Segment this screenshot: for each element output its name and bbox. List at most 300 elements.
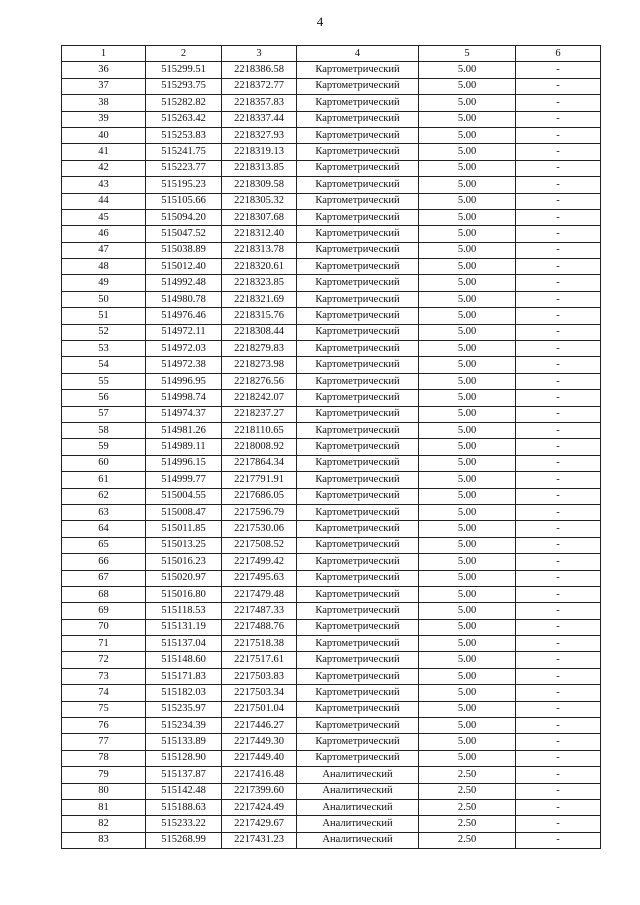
table-cell: - [516,586,601,602]
table-row [62,636,601,652]
table-cell: Картометрический [297,308,419,324]
table-cell: 60 [62,455,146,471]
table-cell: - [516,832,601,848]
table-cell: 2217416.48 [222,767,297,783]
table-cell: 2218308.44 [222,324,297,340]
table-cell: 5.00 [419,78,516,94]
table-cell: 515131.19 [146,619,222,635]
column-header: 4 [297,46,419,62]
table-cell: 49 [62,275,146,291]
table-row [62,439,601,455]
table-cell: - [516,603,601,619]
table-row [62,701,601,717]
table-cell: 515004.55 [146,488,222,504]
table-cell: 68 [62,586,146,602]
table-cell: Картометрический [297,111,419,127]
table-cell: - [516,308,601,324]
table-cell: 81 [62,799,146,815]
column-header: 6 [516,46,601,62]
table-row [62,718,601,734]
table-cell: 5.00 [419,127,516,143]
table-cell: 80 [62,783,146,799]
table-row [62,324,601,340]
table-cell: 514989.11 [146,439,222,455]
table-cell: 74 [62,685,146,701]
table-cell: Картометрический [297,504,419,520]
column-header: 1 [62,46,146,62]
table-cell: 515148.60 [146,652,222,668]
table-cell: 2218307.68 [222,209,297,225]
table-cell: 514996.95 [146,373,222,389]
table-cell: 71 [62,636,146,652]
table-row [62,652,601,668]
table-cell: 43 [62,177,146,193]
table-cell: Картометрический [297,554,419,570]
table-cell: Картометрический [297,373,419,389]
table-cell: Аналитический [297,816,419,832]
table-cell: 515012.40 [146,259,222,275]
table-cell: Картометрический [297,62,419,78]
table-cell: 5.00 [419,324,516,340]
table-cell: 515011.85 [146,521,222,537]
table-cell: 5.00 [419,668,516,684]
table-cell: 5.00 [419,603,516,619]
table-cell: - [516,668,601,684]
table-cell: 5.00 [419,701,516,717]
table-cell: 2217864.34 [222,455,297,471]
table-cell: 2218276.56 [222,373,297,389]
table-cell: 515234.39 [146,718,222,734]
table-cell: 5.00 [419,439,516,455]
table-cell: 62 [62,488,146,504]
table-cell: - [516,718,601,734]
table-cell: - [516,816,601,832]
table-row [62,390,601,406]
table-cell: 44 [62,193,146,209]
table-cell: 515263.42 [146,111,222,127]
table-cell: - [516,259,601,275]
table-row [62,144,601,160]
table-cell: Аналитический [297,832,419,848]
table-cell: Картометрический [297,226,419,242]
table-cell: 5.00 [419,308,516,324]
table-cell: Картометрический [297,95,419,111]
table-cell: 5.00 [419,455,516,471]
table-cell: 2218323.85 [222,275,297,291]
table-row [62,799,601,815]
table-cell: 5.00 [419,750,516,766]
table-cell: 83 [62,832,146,848]
coordinates-table [61,45,601,849]
table-row [62,685,601,701]
table-cell: 36 [62,62,146,78]
table-cell: 2218321.69 [222,291,297,307]
table-cell: 5.00 [419,685,516,701]
table-cell: Картометрический [297,537,419,553]
table-cell: 2217596.79 [222,504,297,520]
table-row [62,521,601,537]
table-cell: 5.00 [419,537,516,553]
table-row [62,291,601,307]
table-cell: 5.00 [419,734,516,750]
table-cell: - [516,193,601,209]
table-row [62,308,601,324]
table-cell: 5.00 [419,209,516,225]
table-cell: - [516,455,601,471]
table-cell: 47 [62,242,146,258]
table-cell: 46 [62,226,146,242]
table-cell: 514976.46 [146,308,222,324]
column-header: 3 [222,46,297,62]
table-row [62,111,601,127]
table-row [62,259,601,275]
table-cell: 515013.25 [146,537,222,553]
table-cell: 515016.80 [146,586,222,602]
table-cell: Картометрический [297,78,419,94]
table-cell: 2217399.60 [222,783,297,799]
table-row [62,586,601,602]
table-row [62,127,601,143]
table-row [62,357,601,373]
table-cell: 514981.26 [146,422,222,438]
table-cell: 5.00 [419,242,516,258]
table-cell: - [516,209,601,225]
table-cell: 515299.51 [146,62,222,78]
table-cell: 2218008.92 [222,439,297,455]
table-cell: - [516,95,601,111]
table-cell: 2217429.67 [222,816,297,832]
table-cell: - [516,78,601,94]
table-row [62,95,601,111]
table-row [62,193,601,209]
table-cell: - [516,111,601,127]
table-cell: 515188.63 [146,799,222,815]
table-cell: - [516,275,601,291]
table-cell: 5.00 [419,504,516,520]
table-cell: 2218327.93 [222,127,297,143]
table-cell: 2217530.06 [222,521,297,537]
table-cell: 515282.82 [146,95,222,111]
table-cell: 63 [62,504,146,520]
table-cell: 2.50 [419,799,516,815]
table-row [62,554,601,570]
table-row [62,422,601,438]
table-cell: 37 [62,78,146,94]
table-cell: - [516,357,601,373]
table-cell: 515241.75 [146,144,222,160]
table-cell: - [516,701,601,717]
table-cell: 2.50 [419,767,516,783]
table-row [62,783,601,799]
table-cell: 2.50 [419,783,516,799]
table-cell: 61 [62,472,146,488]
table-row [62,537,601,553]
table-row [62,504,601,520]
table-cell: 515016.23 [146,554,222,570]
table-cell: 5.00 [419,422,516,438]
table-cell: - [516,242,601,258]
table-cell: 2217449.30 [222,734,297,750]
table-cell: Картометрический [297,406,419,422]
table-cell: 41 [62,144,146,160]
table-row [62,570,601,586]
table-cell: 64 [62,521,146,537]
table-row [62,177,601,193]
table-cell: Картометрический [297,390,419,406]
table-cell: 2218313.85 [222,160,297,176]
table-cell: - [516,504,601,520]
table-cell: - [516,144,601,160]
table-cell: 5.00 [419,259,516,275]
table-cell: 2217686.05 [222,488,297,504]
table-cell: 42 [62,160,146,176]
table-cell: 57 [62,406,146,422]
table-cell: 514972.11 [146,324,222,340]
table-cell: 514992.48 [146,275,222,291]
table-cell: 5.00 [419,586,516,602]
table-cell: 5.00 [419,619,516,635]
table-cell: 515008.47 [146,504,222,520]
table-cell: - [516,439,601,455]
table-cell: Картометрический [297,275,419,291]
table-cell: Картометрический [297,636,419,652]
table-cell: 2217503.83 [222,668,297,684]
table-cell: - [516,373,601,389]
table-cell: 2217449.40 [222,750,297,766]
table-cell: 56 [62,390,146,406]
table-cell: Картометрический [297,357,419,373]
table-row [62,734,601,750]
table-cell: 514972.38 [146,357,222,373]
table-cell: Картометрический [297,242,419,258]
table-cell: 2217495.63 [222,570,297,586]
table-cell: 66 [62,554,146,570]
table-row [62,767,601,783]
table-cell: 5.00 [419,488,516,504]
table-cell: - [516,291,601,307]
table-cell: 515223.77 [146,160,222,176]
table-cell: Картометрический [297,586,419,602]
table-cell: 69 [62,603,146,619]
table-cell: Картометрический [297,603,419,619]
column-header: 5 [419,46,516,62]
table-cell: 2217791.91 [222,472,297,488]
table-cell: 2218309.58 [222,177,297,193]
table-cell: Картометрический [297,127,419,143]
table-cell: 514998.74 [146,390,222,406]
table-cell: - [516,750,601,766]
table-cell: 76 [62,718,146,734]
table-cell: Аналитический [297,799,419,815]
table-cell: Картометрический [297,488,419,504]
table-cell: 515118.53 [146,603,222,619]
table-cell: Картометрический [297,193,419,209]
table-cell: 5.00 [419,275,516,291]
table-cell: 2218273.98 [222,357,297,373]
table-cell: 45 [62,209,146,225]
table-cell: 5.00 [419,521,516,537]
table-cell: 5.00 [419,406,516,422]
table-cell: 514996.15 [146,455,222,471]
table-cell: 50 [62,291,146,307]
table-cell: 72 [62,652,146,668]
table-cell: 515105.66 [146,193,222,209]
table-cell: 5.00 [419,390,516,406]
table-row [62,455,601,471]
table-cell: - [516,324,601,340]
table-cell: 515128.90 [146,750,222,766]
table-row [62,226,601,242]
table-cell: Картометрический [297,341,419,357]
table-body [62,62,601,849]
table-cell: 40 [62,127,146,143]
table-cell: 5.00 [419,144,516,160]
table-cell: Картометрический [297,455,419,471]
table-cell: 515038.89 [146,242,222,258]
table-cell: 2218279.83 [222,341,297,357]
table-cell: - [516,783,601,799]
table-cell: 514980.78 [146,291,222,307]
table-cell: 2217508.52 [222,537,297,553]
table-cell: Картометрический [297,209,419,225]
table-cell: Картометрический [297,652,419,668]
table-cell: 5.00 [419,357,516,373]
table-cell: Картометрический [297,259,419,275]
table-cell: 58 [62,422,146,438]
table-cell: Картометрический [297,472,419,488]
table-cell: 5.00 [419,193,516,209]
table-cell: 2217499.42 [222,554,297,570]
table-cell: - [516,341,601,357]
table-row [62,832,601,848]
table-cell: - [516,767,601,783]
table-cell: - [516,422,601,438]
table-cell: - [516,390,601,406]
table-row [62,488,601,504]
column-header: 2 [146,46,222,62]
table-cell: 515268.99 [146,832,222,848]
table-cell: - [516,177,601,193]
table-cell: 2218357.83 [222,95,297,111]
table-cell: - [516,636,601,652]
table-cell: Картометрический [297,701,419,717]
table-cell: Картометрический [297,734,419,750]
table-cell: 515253.83 [146,127,222,143]
table-cell: 5.00 [419,570,516,586]
table-cell: 5.00 [419,62,516,78]
table-cell: 2217517.61 [222,652,297,668]
table-cell: 2218315.76 [222,308,297,324]
table-cell: Картометрический [297,291,419,307]
table-row [62,816,601,832]
table-row [62,750,601,766]
table-row [62,373,601,389]
table-row [62,619,601,635]
table-cell: 78 [62,750,146,766]
table-cell: 5.00 [419,95,516,111]
table-cell: - [516,734,601,750]
table-cell: 59 [62,439,146,455]
table-cell: 5.00 [419,636,516,652]
table-cell: 2218337.44 [222,111,297,127]
table-cell: 515137.87 [146,767,222,783]
table-cell: 2218386.58 [222,62,297,78]
table-cell: Картометрический [297,668,419,684]
table-cell: 2218312.40 [222,226,297,242]
table-row [62,341,601,357]
table-cell: 515195.23 [146,177,222,193]
table-cell: 82 [62,816,146,832]
table-cell: Картометрический [297,439,419,455]
table-row [62,406,601,422]
table-cell: 514999.77 [146,472,222,488]
table-row [62,603,601,619]
table-cell: 5.00 [419,177,516,193]
table-cell: 2217488.76 [222,619,297,635]
table-cell: 515133.89 [146,734,222,750]
table-cell: 515293.75 [146,78,222,94]
table-cell: 5.00 [419,373,516,389]
table-cell: 515171.83 [146,668,222,684]
table-cell: - [516,799,601,815]
table-cell: 515094.20 [146,209,222,225]
table-cell: 79 [62,767,146,783]
table-row [62,160,601,176]
table-cell: 515020.97 [146,570,222,586]
table-cell: 38 [62,95,146,111]
table-cell: 2218305.32 [222,193,297,209]
table-cell: 55 [62,373,146,389]
table-cell: 70 [62,619,146,635]
table-cell: 2217431.23 [222,832,297,848]
table-row [62,242,601,258]
table-cell: 515235.97 [146,701,222,717]
table-cell: 2218319.13 [222,144,297,160]
table-cell: Картометрический [297,570,419,586]
table-cell: 2218313.78 [222,242,297,258]
table-cell: Картометрический [297,177,419,193]
table-row [62,668,601,684]
table-header-row [62,46,601,62]
table-cell: - [516,570,601,586]
table-row [62,78,601,94]
table-cell: 5.00 [419,472,516,488]
table-cell: - [516,619,601,635]
table-cell: 65 [62,537,146,553]
table-cell: - [516,652,601,668]
table-cell: 5.00 [419,160,516,176]
table-cell: 5.00 [419,291,516,307]
table-cell: 39 [62,111,146,127]
table-cell: 2218242.07 [222,390,297,406]
table-cell: 2217446.27 [222,718,297,734]
table-cell: - [516,472,601,488]
table-cell: 2218320.61 [222,259,297,275]
table-cell: 2217479.48 [222,586,297,602]
table-cell: Картометрический [297,521,419,537]
table-cell: 515137.04 [146,636,222,652]
table-cell: Картометрический [297,422,419,438]
table-cell: 52 [62,324,146,340]
table-cell: 515142.48 [146,783,222,799]
table-row [62,472,601,488]
table-cell: 2217424.49 [222,799,297,815]
table-cell: 5.00 [419,718,516,734]
table-cell: 54 [62,357,146,373]
table-cell: 67 [62,570,146,586]
table-cell: - [516,406,601,422]
table-cell: Картометрический [297,718,419,734]
